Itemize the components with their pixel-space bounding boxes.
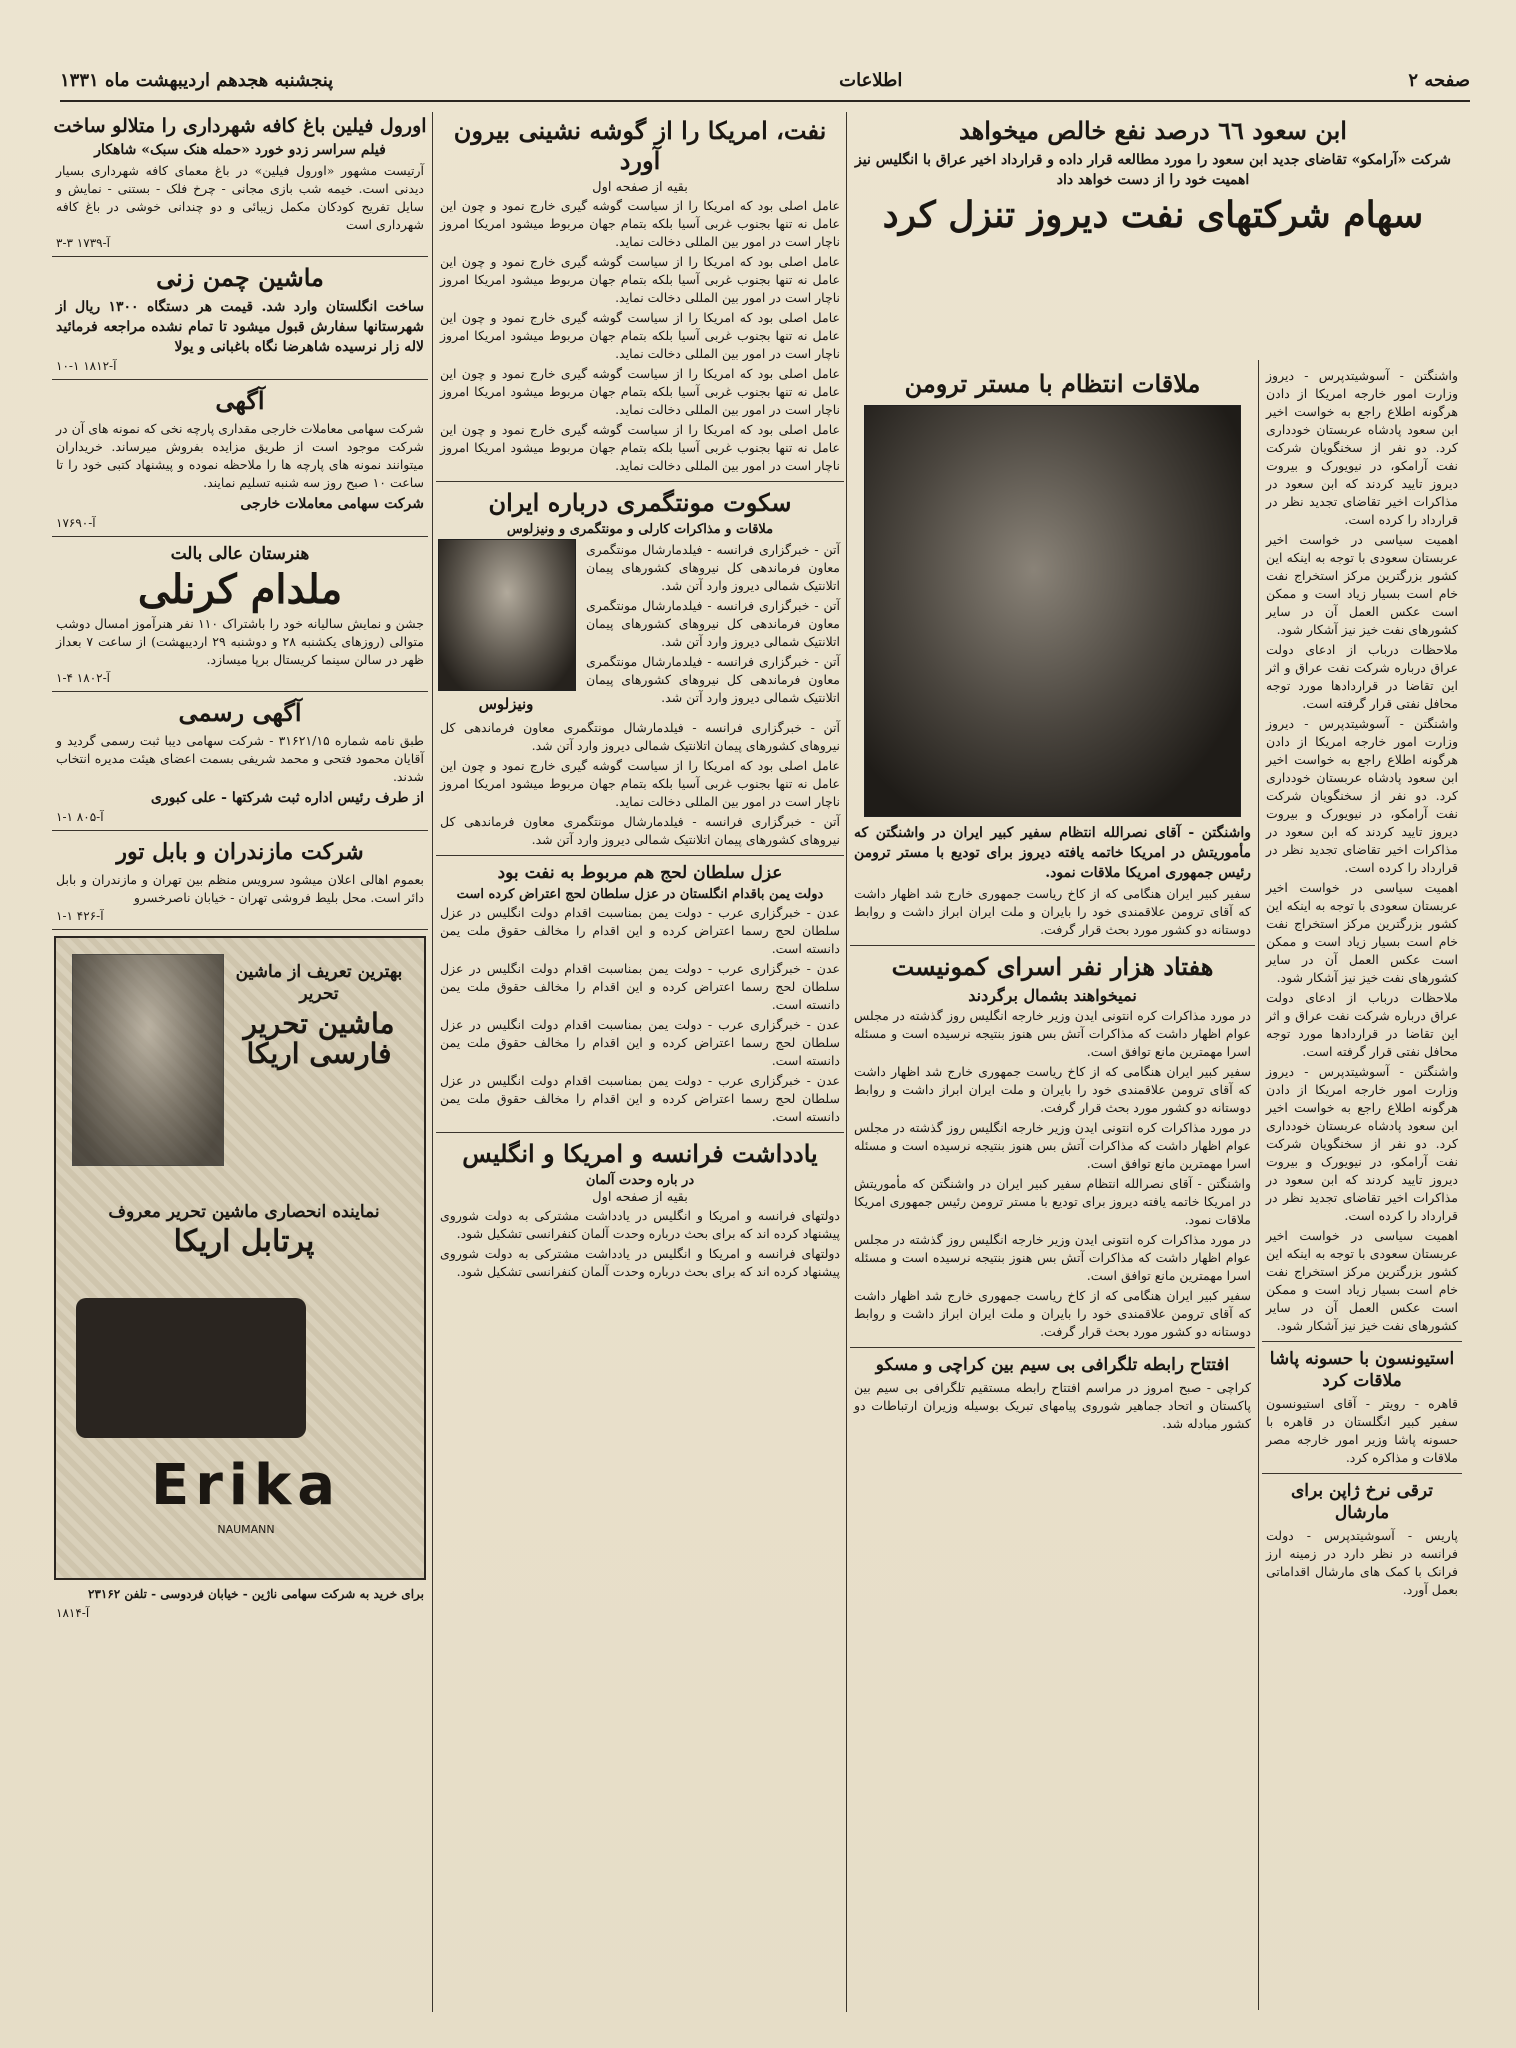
middle-column — [436, 112, 844, 2012]
ad-line: بهترین تعریف از ماشین تحریر — [235, 962, 403, 1004]
ad-line: پرتابل اریکا — [173, 1224, 315, 1259]
headline: سکوت مونتگمری درباره ایران — [488, 488, 792, 517]
article-text: واشنگتن - آسوشیتدپرس - دیروز وزارت امور خارجه امریکا از دادن هرگونه اطلاع راجع به خواست اخیر ابن سعود پادشاه عربستان خودداری کرد. دو نفر از سخنگویان شرکت نفت آرامکو، در نیویورک و بیروت دیروز تایید کردند که ابن سعود در مذاکرات اخیر تقاضای تجدید نظر در قرارداد را کرده است. — [1266, 1064, 1458, 1223]
article-text: پاریس - آسوشیتدپرس - دولت فرانسه در نظر دارد در زمینه ارز فرانک با کمک های مارشال اقداماتی بعمل آورد. — [1266, 1528, 1458, 1597]
photo-entezam-truman — [864, 405, 1241, 817]
ad-code: آ-۴۲۶ ۱-۱ — [56, 909, 104, 923]
ad-text: طبق نامه شماره ۳۱۶۲۱/۱۵ - شرکت سهامی دیبا ثبت رسمی گردید و آقایان محمود فتحی و محمد شریفی بسمت اعضای هیئت مدیره انتخاب شدند. — [56, 733, 424, 784]
subheadline: در باره وحدت آلمان — [585, 1173, 695, 1188]
maker-name: NAUMANN — [217, 1523, 275, 1536]
headline: عزل سلطان لحج هم مربوط به نفت بود — [497, 863, 783, 883]
ad-subtitle: فیلم سراسر زدو خورد «حمله هنک سبک» شاهکار — [94, 142, 386, 158]
article-text: سفیر کبیر ایران هنگامی که از کاخ ریاست جمهوری خارج شد اظهار داشت که آقای ترومن علاقمندی خود را بایران و ملت ایران ابراز داشت و روابط دوستانه دو کشور مورد بحث قرار گرفت. — [854, 1064, 1251, 1115]
continued-note: بقیه از صفحه اول — [592, 1190, 688, 1205]
page-number: صفحه ۲ — [1408, 69, 1470, 91]
divider — [850, 1347, 1255, 1348]
divider — [850, 945, 1255, 946]
ad-text: آرتیست مشهور «اورول فیلین» در باغ معمای کافه شهرداری بسیار دیدنی است. خیمه شب بازی مجانی - چرخ فلک - بستنی - نمایش و سایل تفریح کودکان مکمل زیبائی و دو چندانی خوشی در باغ کافه شهرداری است — [56, 163, 424, 232]
headline: ابن سعود ٦٦ درصد نفع خالص میخواهد — [959, 116, 1347, 145]
ad-signature: شرکت سهامی معاملات خارجی — [240, 496, 424, 512]
article-text: عدن - خبرگزاری عرب - دولت یمن بمناسبت اقدام دولت انگلیس در عزل سلطان لحج رسما اعتراض کرده و این اقدام را مخالف حقوق ملت یمن دانسته است. — [440, 961, 840, 1012]
headline: هفتاد هزار نفر اسرای کمونیست — [891, 952, 1214, 981]
ad-title: اورول فیلین باغ کافه شهرداری را متلالو ساخت — [53, 115, 427, 137]
article-text: دولتهای فرانسه و امریکا و انگلیس در یادداشت مشترکی به دولت شوروی پیشنهاد کرده اند که برای بحث درباره وحدت آلمان کنفرانسی تشکیل شود. — [440, 1208, 840, 1241]
center-column — [850, 365, 1255, 2015]
typewriter-icon — [76, 1298, 306, 1438]
article-text: عامل اصلی بود که امریکا را از سیاست گوشه گیری خارج نمود و چون این عامل نه تنها بجنوب غربی آسیا بلکه بتمام جهان مربوط میشود امریکا امروز ناچار است در امور بین المللی دخالت نماید. — [440, 310, 840, 361]
photo-caption: ونیزلوس — [478, 695, 534, 713]
article-text: واشنگتن - آسوشیتدپرس - دیروز وزارت امور خارجه امریکا از دادن هرگونه اطلاع راجع به خواست اخیر ابن سعود پادشاه عربستان خودداری کرد. دو نفر از سخنگویان شرکت نفت آرامکو، در نیویورک و بیروت دیروز تایید کردند که ابن سعود در مذاکرات اخیر تقاضای تجدید نظر در قرارداد را کرده است. — [1266, 716, 1458, 875]
subheadline: ملاقات و مذاکرات کارلی و مونتگمری و ونیزلوس — [506, 522, 774, 537]
article-text: آتن - خبرگزاری فرانسه - فیلدمارشال مونتگمری معاون فرماندهی کل نیروهای کشورهای پیمان اتلانتیک شمالی دیروز وارد آتن شد. — [586, 542, 840, 593]
paper-name: اطلاعات — [839, 69, 903, 91]
article-text: واشنگتن - آسوشیتدپرس - دیروز وزارت امور خارجه امریکا از دادن هرگونه اطلاع راجع به خواست اخیر ابن سعود پادشاه عربستان خودداری کرد. دو نفر از سخنگویان شرکت نفت آرامکو، در نیویورک و بیروت دیروز تایید کردند که ابن سعود در مذاکرات اخیر تقاضای تجدید نظر در قرارداد را کرده است. — [1266, 368, 1458, 527]
divider — [52, 536, 428, 537]
article-text: عدن - خبرگزاری عرب - دولت یمن بمناسبت اقدام دولت انگلیس در عزل سلطان لحج رسما اعتراض کرده و این اقدام را مخالف حقوق ملت یمن دانسته است. — [440, 1073, 840, 1124]
divider — [52, 929, 428, 930]
article-text: قاهره - رویتر - آقای استیونسون سفیر کبیر انگلستان در قاهره با حسونه پاشا وزیر امور خارجه مصر ملاقات و مذاکره کرد. — [1266, 1396, 1458, 1465]
headline: ملاقات انتظام با مستر ترومن — [904, 369, 1201, 398]
ad-title: آگهی — [215, 386, 265, 415]
page-header — [60, 60, 1470, 102]
article-text: آتن - خبرگزاری فرانسه - فیلدمارشال مونتگمری معاون فرماندهی کل نیروهای کشورهای پیمان اتلانتیک شمالی دیروز وارد آتن شد. — [440, 814, 840, 847]
article-text: عدن - خبرگزاری عرب - دولت یمن بمناسبت اقدام دولت انگلیس در عزل سلطان لحج رسما اعتراض کرده و این اقدام را مخالف حقوق ملت یمن دانسته است. — [440, 1017, 840, 1068]
ad-code: آ-۱۸۱۲ ۱-۱۰ — [56, 359, 117, 373]
ad-title: شرکت مازندران و بابل تور — [116, 839, 364, 865]
lead-intro: شرکت «آرامکو» تقاضای جدید ابن سعود را مورد مطالعه قرار داده و قرارداد اخیر عراق با انگلیس نیز اهمیت خود را از دست خواهد داد — [855, 152, 1451, 188]
headline: ترقی نرخ ژاپن برای مارشال — [1291, 1481, 1433, 1523]
article-text: آتن - خبرگزاری فرانسه - فیلدمارشال مونتگمری معاون فرماندهی کل نیروهای کشورهای پیمان اتلانتیک شمالی دیروز وارد آتن شد. — [440, 720, 840, 753]
subheadline: نمیخواهند بشمال برگردند — [968, 986, 1137, 1005]
photo-caption: واشنگتن - آقای نصرالله انتظام سفیر کبیر ایران در واشنگتن که مأموریتش در امریکا خاتمه یافته دیروز برای تودیع با مستر ترومن رئیس جمهوری امریکا ملاقات نمود. — [854, 825, 1251, 881]
ad-signature: از طرف رئیس اداره ثبت شرکتها - علی کبوری — [150, 790, 424, 806]
divider — [52, 256, 428, 257]
article-text: آتن - خبرگزاری فرانسه - فیلدمارشال مونتگمری معاون فرماندهی کل نیروهای کشورهای پیمان اتلانتیک شمالی دیروز وارد آتن شد. — [586, 598, 840, 649]
article-text: در مورد مذاکرات کره انتونی ایدن وزیر خارجه انگلیس روز گذشته در مجلس عوام اظهار داشت که مذاکرات آتش بس هنوز بنتیجه نرسیده است و مسئله اسرا مهمترین مانع توافق است. — [854, 1120, 1251, 1171]
divider — [52, 379, 428, 380]
erika-typewriter-ad — [54, 936, 426, 1580]
column-rule — [432, 112, 433, 2012]
article-text: عامل اصلی بود که امریکا را از سیاست گوشه گیری خارج نمود و چون این عامل نه تنها بجنوب غربی آسیا بلکه بتمام جهان مربوط میشود امریکا امروز ناچار است در امور بین المللی دخالت نماید. — [440, 198, 840, 249]
article-text: واشنگتن - آقای نصرالله انتظام سفیر کبیر ایران در واشنگتن که مأموریتش در امریکا خاتمه یافته دیروز برای تودیع با مستر ترومن رئیس جمهوری امریکا ملاقات نمود. — [854, 1176, 1251, 1227]
article-text: در مورد مذاکرات کره انتونی ایدن وزیر خارجه انگلیس روز گذشته در مجلس عوام اظهار داشت که مذاکرات آتش بس هنوز بنتیجه نرسیده است و مسئله اسرا مهمترین مانع توافق است. — [854, 1008, 1251, 1059]
article-text: عامل اصلی بود که امریکا را از سیاست گوشه گیری خارج نمود و چون این عامل نه تنها بجنوب غربی آسیا بلکه بتمام جهان مربوط میشود امریکا امروز ناچار است در امور بین المللی دخالت نماید. — [440, 254, 840, 305]
man-illustration — [72, 954, 224, 1166]
headline: نفت، امریکا را از گوشه نشینی بیرون آورد — [453, 116, 827, 175]
divider — [436, 1132, 844, 1133]
ad-topline: هنرستان عالی بالت — [170, 544, 310, 564]
ads-column — [52, 112, 428, 2012]
column-rule — [846, 112, 847, 2012]
ad-code: آ-۸۰۵ ۱-۱ — [56, 810, 104, 824]
headline: یادداشت فرانسه و امریکا و انگلیس — [462, 1139, 818, 1168]
ad-code: آ-۱۸۱۴ — [56, 1606, 90, 1620]
issue-date: پنجشنبه هجدهم اردیبهشت ماه ۱۳۳۱ — [60, 69, 334, 91]
divider — [52, 830, 428, 831]
article-text: اهمیت سیاسی در خواست اخیر عربستان سعودی با توجه به اینکه این کشور بزرگترین مرکز استخراج نفت خام است بسیار زیاد است و ممکن است عکس العمل آن در سایر کشورهای نفت خیز نیز آشکار شود. — [1266, 1228, 1458, 1333]
ad-text: شرکت سهامی معاملات خارجی مقداری پارچه نخی که نمونه های آن در شرکت موجود است از طریق مزایده بفروش میرساند. خریداران میتوانند نمونه های پارچه ها را ملاحظه نموده و پیشنهاد کتبی خود را تا ساعت ۱۰ صبح روز سه شنبه تسلیم نمایند. — [56, 421, 424, 490]
divider — [436, 481, 844, 482]
article-text: سفیر کبیر ایران هنگامی که از کاخ ریاست جمهوری خارج شد اظهار داشت که آقای ترومن علاقمندی خود را بایران و ملت ایران ابراز داشت و روابط دوستانه دو کشور مورد بحث قرار گرفت. — [854, 886, 1251, 937]
right-column — [1262, 365, 1462, 2015]
continued-note: بقیه از صفحه اول — [592, 180, 688, 195]
headline: افتتاح رابطه تلگرافی بی سیم بین کراچی و مسکو — [875, 1355, 1230, 1375]
ad-title: ماشین چمن زنی — [156, 263, 324, 292]
divider — [52, 691, 428, 692]
main-headline: سهام شرکتهای نفت دیروز تنزل کرد — [882, 194, 1424, 236]
ad-line: نماینده انحصاری ماشین تحریر معروف — [108, 1202, 380, 1222]
erika-logo: Erika — [150, 1453, 342, 1518]
ad-text: بعموم اهالی اعلان میشود سرویس منظم بین تهران و مازندران و بابل دائر است. محل بلیط فروشی تهران - خیابان ناصرخسرو — [56, 872, 424, 905]
lead-story-header — [848, 112, 1458, 362]
ad-title: آگهی رسمی — [178, 698, 302, 727]
article-text: کراچی - صبح امروز در مراسم افتتاح رابطه مستقیم تلگرافی بی سیم بین پاکستان و اتحاد جماهیر شوروی پیامهای تبریک بوسیله وزیران ارتباطات دو کشور مبادله شد. — [854, 1380, 1251, 1431]
article-text: عدن - خبرگزاری عرب - دولت یمن بمناسبت اقدام دولت انگلیس در عزل سلطان لحج رسما اعتراض کرده و این اقدام را مخالف حقوق ملت یمن دانسته است. — [440, 905, 840, 956]
article-text: اهمیت سیاسی در خواست اخیر عربستان سعودی با توجه به اینکه این کشور بزرگترین مرکز استخراج نفت خام است بسیار زیاد است و ممکن است عکس العمل آن در سایر کشورهای نفت خیز نیز آشکار شود. — [1266, 880, 1458, 985]
ad-code: آ-۱۸۰۲ ۴-۱ — [56, 671, 110, 685]
article-text: در مورد مذاکرات کره انتونی ایدن وزیر خارجه انگلیس روز گذشته در مجلس عوام اظهار داشت که مذاکرات آتش بس هنوز بنتیجه نرسیده است و مسئله اسرا مهمترین مانع توافق است. — [854, 1232, 1251, 1283]
headline: استیونسون با حسونه پاشا ملاقات کرد — [1269, 1349, 1455, 1391]
ad-address: برای خرید به شرکت سهامی ناژین - خیابان فردوسی - تلفن ۲۳۱۶۲ — [88, 1587, 424, 1601]
divider — [436, 855, 844, 856]
article-text: ملاحظات درباب از ادعای دولت عراق درباره شرکت نفت عراق و اثر این تقاضا در قراردادها مورد توجه محافل نفتی قرار گرفته است. — [1266, 642, 1458, 711]
article-text: عامل اصلی بود که امریکا را از سیاست گوشه گیری خارج نمود و چون این عامل نه تنها بجنوب غربی آسیا بلکه بتمام جهان مربوط میشود امریکا امروز ناچار است در امور بین المللی دخالت نماید. — [440, 422, 840, 473]
article-text: عامل اصلی بود که امریکا را از سیاست گوشه گیری خارج نمود و چون این عامل نه تنها بجنوب غربی آسیا بلکه بتمام جهان مربوط میشود امریکا امروز ناچار است در امور بین المللی دخالت نماید. — [440, 758, 840, 809]
ad-code: آ-۱۷۳۹ ۳-۳ — [56, 236, 110, 250]
divider — [1262, 1341, 1462, 1342]
article-text: ملاحظات درباب از ادعای دولت عراق درباره شرکت نفت عراق و اثر این تقاضا در قراردادها مورد توجه محافل نفتی قرار گرفته است. — [1266, 990, 1458, 1059]
article-text: سفیر کبیر ایران هنگامی که از کاخ ریاست جمهوری خارج شد اظهار داشت که آقای ترومن علاقمندی خود را بایران و ملت ایران ابراز داشت و روابط دوستانه دو کشور مورد بحث قرار گرفت. — [854, 1288, 1251, 1339]
column-rule — [1258, 360, 1259, 2010]
divider — [1262, 1473, 1462, 1474]
photo-venizelos — [438, 539, 576, 691]
article-text: دولتهای فرانسه و امریکا و انگلیس در یادداشت مشترکی به دولت شوروی پیشنهاد کرده اند که برای بحث درباره وحدت آلمان کنفرانسی تشکیل شود. — [440, 1246, 840, 1279]
ad-line: ماشین تحریر فارسی اریکا — [243, 1007, 395, 1070]
subheadline: دولت یمن باقدام انگلستان در عزل سلطان لحج اعتراض کرده است — [456, 887, 824, 902]
ad-code: آ-۱۷۶۹۰ — [56, 516, 96, 530]
ad-text: جشن و نمایش سالیانه خود را باشتراک ۱۱۰ نفر هنرآموز امسال دوشب متوالی (روزهای یکشنبه ۲۸ و دوشنبه ۲۹ اردیبهشت) از ساعت ۷ بعداز ظهر در سالن سینما کریستال برپا میسازد. — [56, 616, 425, 667]
ad-title: ملدام کرنلی — [137, 566, 343, 613]
ad-text: ساخت انگلستان وارد شد. قیمت هر دستگاه ۱۳۰۰ ریال از شهرستانها سفارش قبول میشود تا تمام نشده مراجعه فرمائید لاله زار نرسیده شاهرضا نگاه باغبانی و یولا — [56, 299, 424, 355]
article-text: عامل اصلی بود که امریکا را از سیاست گوشه گیری خارج نمود و چون این عامل نه تنها بجنوب غربی آسیا بلکه بتمام جهان مربوط میشود امریکا امروز ناچار است در امور بین المللی دخالت نماید. — [440, 366, 840, 417]
article-text: اهمیت سیاسی در خواست اخیر عربستان سعودی با توجه به اینکه این کشور بزرگترین مرکز استخراج نفت خام است بسیار زیاد است و ممکن است عکس العمل آن در سایر کشورهای نفت خیز نیز آشکار شود. — [1266, 532, 1458, 637]
article-text: آتن - خبرگزاری فرانسه - فیلدمارشال مونتگمری معاون فرماندهی کل نیروهای کشورهای پیمان اتلانتیک شمالی دیروز وارد آتن شد. — [586, 654, 840, 705]
